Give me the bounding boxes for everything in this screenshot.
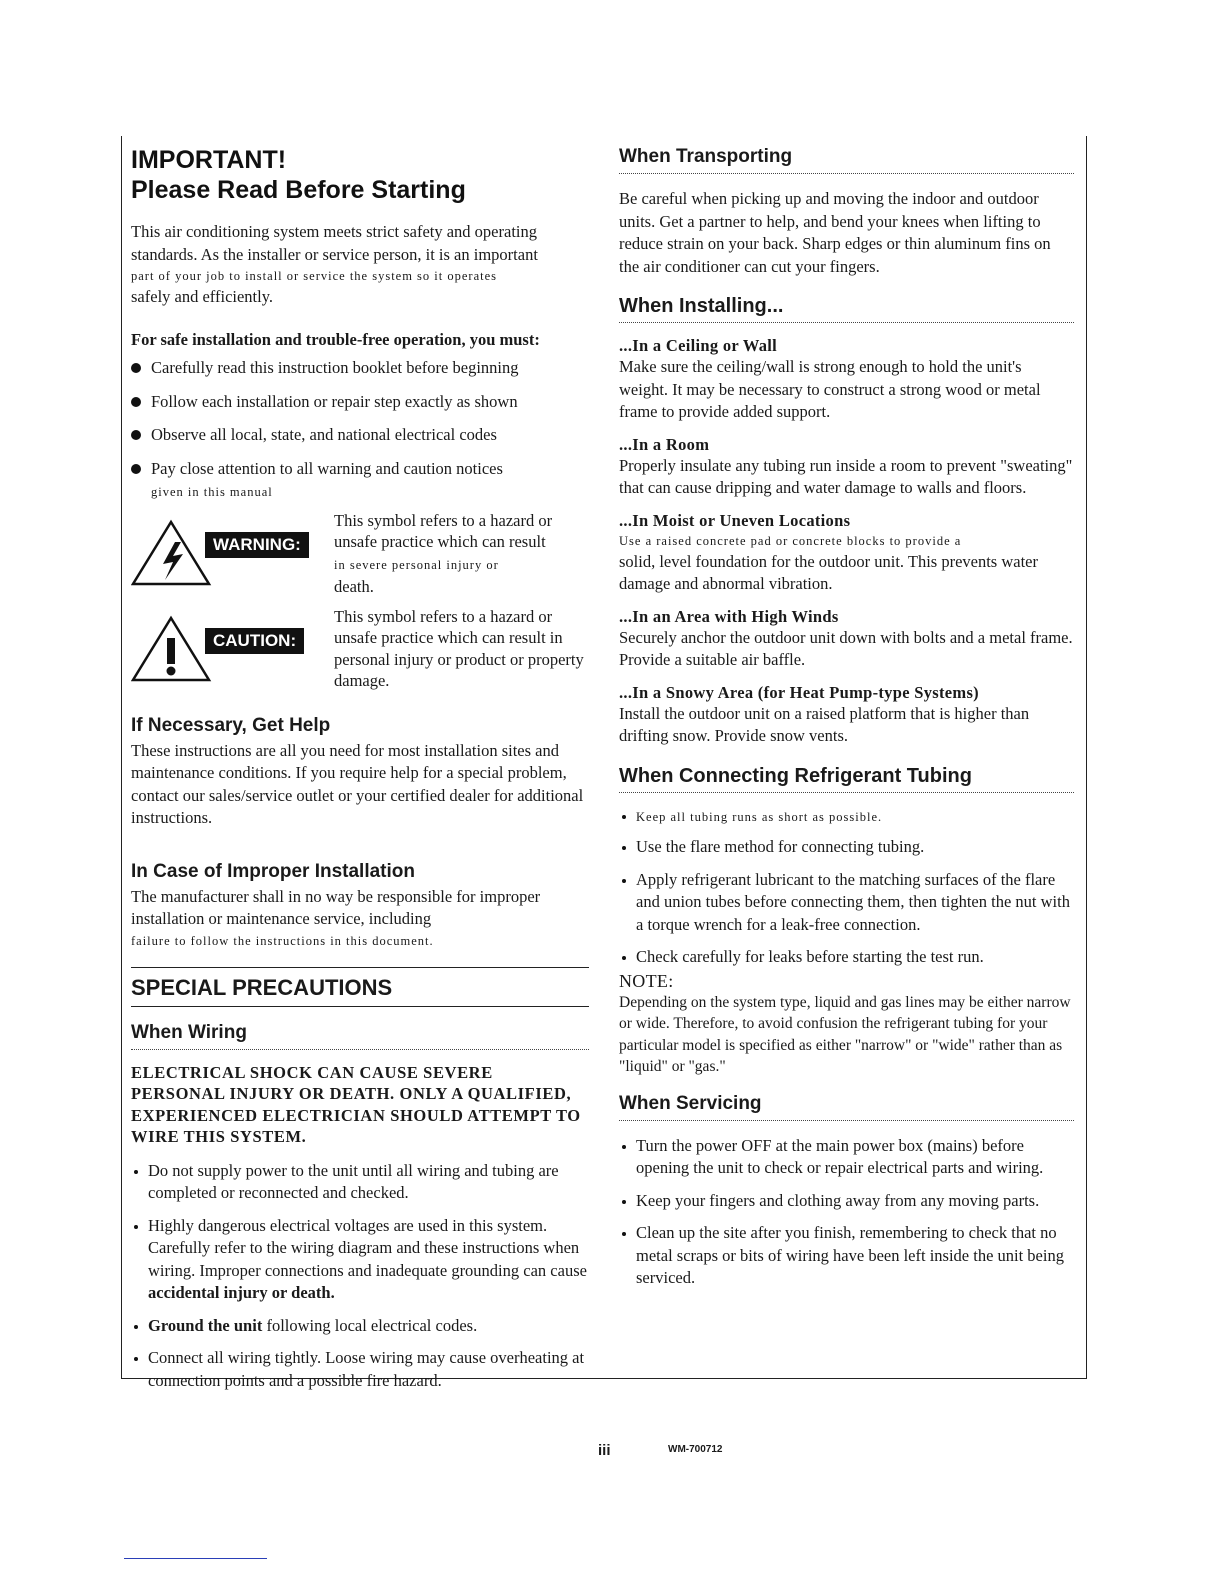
snowy-heading: ...In a Snowy Area (for Heat Pump-type Systems) [619,682,979,702]
warning-notice [131,510,589,606]
intro-paragraph [131,221,589,309]
room-heading: ...In a Room [619,434,710,454]
winds-text: Securely anchor the outdoor unit down with bolts and a metal frame. Provide a suitable air baffle. [619,627,1073,669]
moist-text-b: solid, level foundation for the outdoor unit. This prevents water damage and abnormal vibration. [619,551,1038,593]
left-column [131,145,589,1402]
right-column [619,145,1074,1300]
bullet-icon [622,1145,626,1149]
when-wiring-heading: When Wiring [131,1021,589,1050]
list-item: Do not supply power to the unit until all wiring and tubing are completed or reconnected and checked. [131,1160,589,1205]
special-precautions-heading: SPECIAL PRECAUTIONS [131,967,589,1007]
scan-edge-line [124,1558,267,1559]
wiring-list [131,1160,589,1393]
when-transporting-heading: When Transporting [619,145,1074,174]
must-list [131,357,589,504]
list-item: Clean up the site after you finish, remembering to check that no metal scraps or bits of wiring have been left inside the unit being serviced. [619,1222,1074,1290]
snowy-text: Install the outdoor unit on a raised platform that is higher than drifting snow. Provide snow vents. [619,703,1030,745]
winds-heading: ...In an Area with High Winds [619,606,839,626]
bullet-icon [134,1225,138,1229]
improper-text-tail: failure to follow the instructions in this document. [131,933,434,948]
bullet-icon [131,363,141,373]
intro-text-a: This air conditioning system meets strict safety and operating standards. As the installer or service person, it is an important [131,222,538,264]
refrigerant-tubing-heading: When Connecting Refrigerant Tubing [619,764,1074,793]
warning-description: This symbol refers to a hazard or unsafe practice which can result in severe personal injury or death. [334,510,553,596]
note-heading: NOTE: [619,970,674,991]
bullet-icon [131,397,141,407]
list-item: Connect all wiring tightly. Loose wiring may cause overheating at connection points and a possible fire hazard. [131,1347,589,1392]
when-servicing-heading: When Servicing [619,1092,1074,1121]
list-item: Keep all tubing runs as short as possible. [619,805,1074,829]
bullet-icon [622,1200,626,1204]
bullet-icon [131,464,141,474]
improper-text: The manufacturer shall in no way be responsible for improper installation or maintenance service, including [131,886,541,928]
note-text: Depending on the system type, liquid and gas lines may be either narrow or wide. Therefore, to avoid confusion the refrigerant tubing for your particular model is specified as either "narrow" or "wide" rather than as "liquid" or "gas." [619,993,1071,1075]
list-item: Pay close attention to all warning and caution notices given in this manual [131,458,589,504]
list-item: Follow each installation or repair step exactly as shown [131,391,589,414]
moist-heading: ...In Moist or Uneven Locations [619,510,851,530]
bullet-icon [622,879,626,883]
electrical-warning: ELECTRICAL SHOCK CAN CAUSE SEVERE PERSONAL INJURY OR DEATH. ONLY A QUALIFIED, EXPERIENCED ELECTRICIAN SHOULD ATTEMPT TO WIRE THIS SYSTEM. [131,1062,581,1146]
help-text: These instructions are all you need for most installation sites and maintenance conditions. If you require help for a special problem, contact our sales/service outlet or your certified dealer for additional instructions. [131,740,584,827]
list-item: Use the flare method for connecting tubing. [619,836,1074,859]
bullet-icon [622,956,626,960]
improper-heading: In Case of Improper Installation [131,860,415,882]
bullet-icon [622,1232,626,1236]
warning-label: WARNING: [205,532,309,558]
list-item: Carefully read this instruction booklet before beginning [131,357,589,380]
tubing-list [619,805,1074,969]
help-heading: If Necessary, Get Help [131,714,331,736]
page-number: iii [598,1442,611,1459]
list-item: Keep your fingers and clothing away from any moving parts. [619,1190,1074,1213]
list-item: Ground the unit following local electrical codes. [131,1315,589,1338]
bullet-icon [622,846,626,850]
list-item: Turn the power OFF at the main power box (mains) before opening the unit to check or repair electrical parts and wiring. [619,1135,1074,1180]
servicing-list [619,1135,1074,1290]
important-title: IMPORTANT! [131,146,287,174]
must-heading: For safe installation and trouble-free operation, you must: [131,329,540,349]
document-code: WM-700712 [668,1444,723,1455]
list-item: Check carefully for leaks before starting the test run. [619,946,1074,969]
caution-description: This symbol refers to a hazard or unsafe practice which can result in personal injury or product or property damage. [334,606,584,690]
bullet-icon [131,430,141,440]
bullet-icon [134,1170,138,1174]
list-item: Highly dangerous electrical voltages are used in this system. Carefully refer to the wiring diagram and these instructions when wiring. Improper connections and inadequate grounding can cause accidental injury or death. [131,1215,589,1305]
when-installing-heading: When Installing... [619,294,1074,323]
transport-text: Be careful when picking up and moving the indoor and outdoor units. Get a partner to help, and bend your knees when lifting to reduce strain on your back. Sharp edges or thin aluminum fins on the air conditioner can cut your fingers. [619,189,1051,276]
caution-label: CAUTION: [205,628,304,654]
intro-text-c: safely and efficiently. [131,287,274,306]
ceiling-heading: ...In a Ceiling or Wall [619,336,778,355]
list-item: Apply refrigerant lubricant to the matching surfaces of the flare and union tubes before connecting them, then tighten the nut with a torque wrench for a leak-free connection. [619,869,1074,937]
ceiling-text: Make sure the ceiling/wall is strong enough to hold the unit's weight. It may be necessary to construct a strong wood or metal frame to provide added support. [619,357,1041,421]
list-item: Observe all local, state, and national electrical codes [131,424,589,447]
intro-text-b: part of your job to install or service the system so it operates [131,269,498,283]
bullet-icon [134,1325,138,1329]
room-text: Properly insulate any tubing run inside a room to prevent "sweating" that can cause dripping and water damage to walls and floors. [619,455,1073,497]
bullet-icon [622,815,626,819]
please-read-title: Please Read Before Starting [131,176,466,204]
moist-text-a: Use a raised concrete pad or concrete blocks to provide a [619,533,962,548]
caution-notice [131,606,589,704]
bullet-icon [134,1357,138,1361]
